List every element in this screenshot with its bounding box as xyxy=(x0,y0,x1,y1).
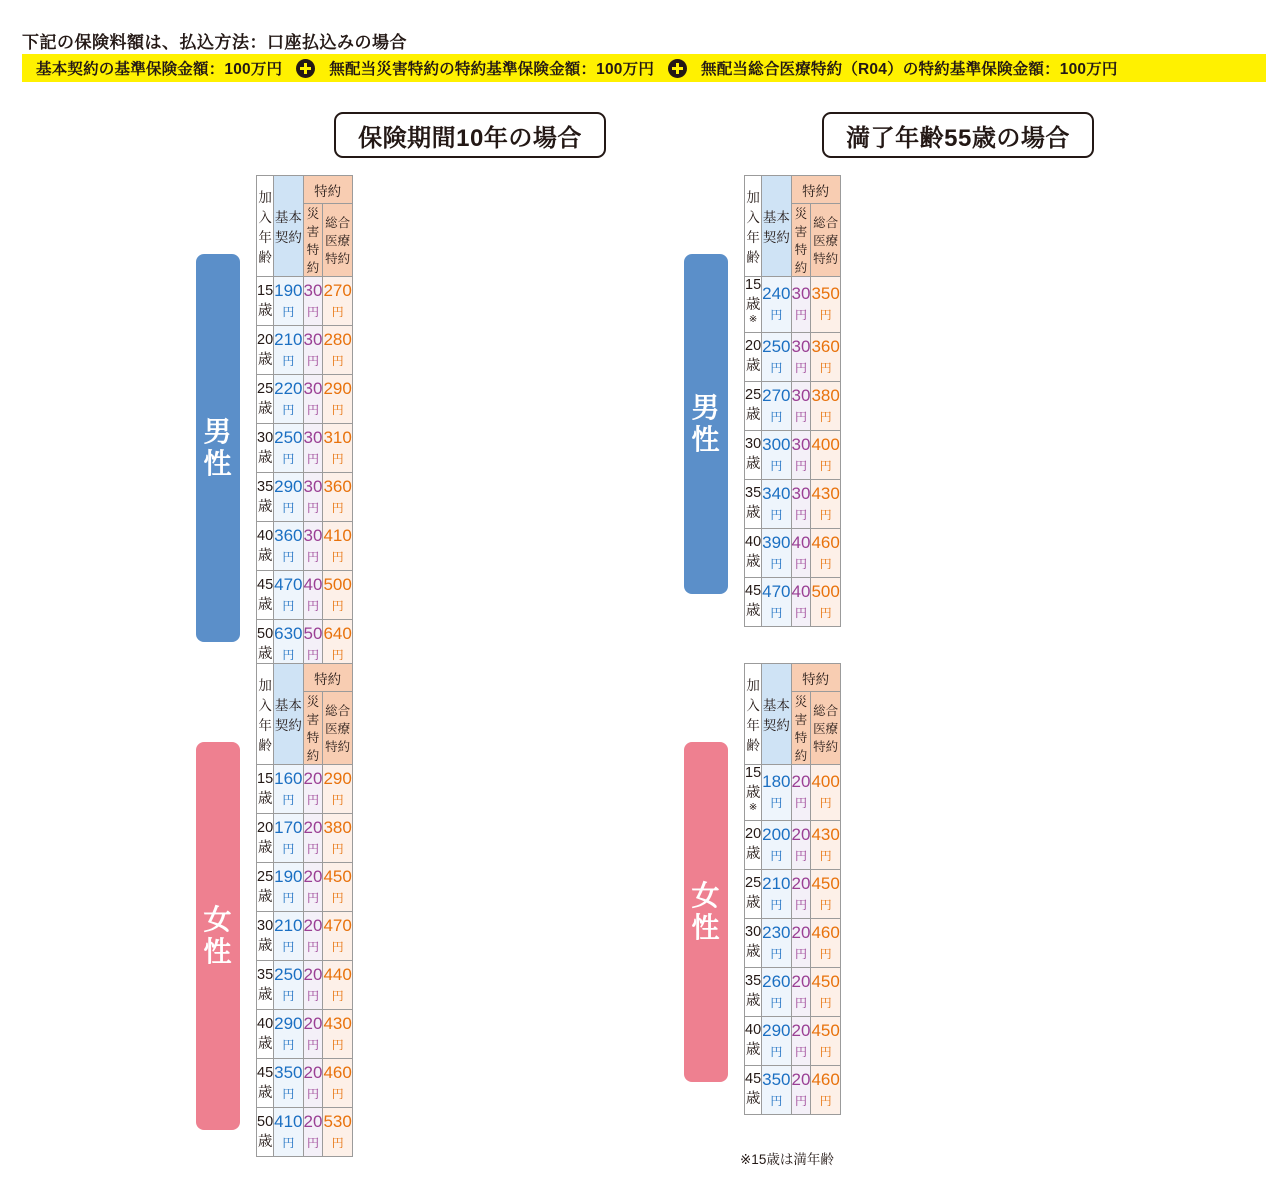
cell-disaster-premium: 20円 xyxy=(791,967,811,1016)
header-disaster-rider: 災害特約 xyxy=(791,692,811,765)
cell-base-premium: 270円 xyxy=(762,381,791,430)
cell-medical-premium: 460円 xyxy=(811,918,840,967)
cell-medical-premium: 310円 xyxy=(323,424,352,473)
cell-disaster-premium: 20円 xyxy=(303,1010,323,1059)
cell-disaster-premium: 20円 xyxy=(791,869,811,918)
cell-age: 40歳 xyxy=(257,1010,274,1059)
cell-base-premium: 290円 xyxy=(274,473,303,522)
cell-disaster-premium: 20円 xyxy=(791,918,811,967)
cell-medical-premium: 430円 xyxy=(811,479,840,528)
rate-table xyxy=(256,663,353,1157)
cell-base-premium: 210円 xyxy=(274,912,303,961)
cell-base-premium: 170円 xyxy=(274,814,303,863)
cell-disaster-premium: 20円 xyxy=(303,814,323,863)
cell-age: 45歳 xyxy=(257,571,274,620)
table-row xyxy=(745,528,841,577)
cell-medical-premium: 640円 xyxy=(323,620,352,669)
table-row xyxy=(745,479,841,528)
table-header-row xyxy=(257,176,353,204)
cell-medical-premium: 360円 xyxy=(323,473,352,522)
cell-age: 15歳※ xyxy=(745,765,762,821)
cell-age: 50歳 xyxy=(257,620,274,669)
table-row xyxy=(257,961,353,1010)
cell-disaster-premium: 50円 xyxy=(303,620,323,669)
header-disaster-rider: 災害特約 xyxy=(791,204,811,277)
cell-base-premium: 160円 xyxy=(274,765,303,814)
header-base-contract: 基本契約 xyxy=(762,176,791,277)
cell-medical-premium: 460円 xyxy=(811,1065,840,1114)
table-row xyxy=(257,326,353,375)
section-title-left: 保険期間10年の場合 xyxy=(334,112,606,158)
rate-table xyxy=(744,175,841,627)
cell-age: 25歳 xyxy=(257,375,274,424)
header-amount-band xyxy=(22,54,1266,82)
table-row xyxy=(257,620,353,669)
cell-base-premium: 360円 xyxy=(274,522,303,571)
header-medical-rider: 総合医療特約 xyxy=(323,692,352,765)
table-row xyxy=(745,381,841,430)
header-riders: 特約 xyxy=(791,176,840,204)
cell-age: 30歳 xyxy=(745,430,762,479)
cell-disaster-premium: 30円 xyxy=(303,522,323,571)
cell-base-premium: 250円 xyxy=(274,961,303,1010)
cell-medical-premium: 380円 xyxy=(323,814,352,863)
cell-disaster-premium: 20円 xyxy=(791,765,811,821)
gender-label-char: 性 xyxy=(691,424,721,455)
cell-base-premium: 300円 xyxy=(762,430,791,479)
header-riders: 特約 xyxy=(303,664,352,692)
gender-label-char: 男 xyxy=(203,415,233,447)
cell-disaster-premium: 30円 xyxy=(791,430,811,479)
cell-base-premium: 290円 xyxy=(762,1016,791,1065)
table-row xyxy=(257,765,353,814)
cell-age: 20歳 xyxy=(745,820,762,869)
table-header-row xyxy=(745,176,841,204)
table-row xyxy=(257,814,353,863)
footnote: ※15歳は満年齢 xyxy=(740,1152,834,1167)
cell-base-premium: 250円 xyxy=(762,332,791,381)
cell-disaster-premium: 20円 xyxy=(791,1065,811,1114)
cell-age: 45歳 xyxy=(745,577,762,626)
cell-disaster-premium: 20円 xyxy=(303,863,323,912)
rate-table xyxy=(256,175,353,669)
table-row xyxy=(745,430,841,479)
header-age: 加入年齢 xyxy=(745,664,762,765)
cell-medical-premium: 450円 xyxy=(323,863,352,912)
cell-base-premium: 350円 xyxy=(762,1065,791,1114)
header-base-contract: 基本契約 xyxy=(762,664,791,765)
gender-label-char: 男 xyxy=(691,391,721,423)
age-footnote-mark: ※ xyxy=(748,802,758,813)
rate-table xyxy=(744,663,841,1115)
cell-medical-premium: 380円 xyxy=(811,381,840,430)
cell-age: 20歳 xyxy=(257,814,274,863)
cell-age: 40歳 xyxy=(745,528,762,577)
cell-age: 35歳 xyxy=(745,479,762,528)
cell-disaster-premium: 30円 xyxy=(791,277,811,333)
cell-age: 50歳 xyxy=(257,1108,274,1157)
cell-medical-premium: 270円 xyxy=(323,277,352,326)
cell-age: 45歳 xyxy=(257,1059,274,1108)
cell-base-premium: 190円 xyxy=(274,277,303,326)
cell-base-premium: 470円 xyxy=(274,571,303,620)
cell-disaster-premium: 30円 xyxy=(303,473,323,522)
table-header-row xyxy=(745,664,841,692)
cell-base-premium: 630円 xyxy=(274,620,303,669)
header-disaster-rider: 災害特約 xyxy=(303,204,323,277)
table-row xyxy=(257,1010,353,1059)
table-row xyxy=(745,869,841,918)
cell-age: 15歳※ xyxy=(745,277,762,333)
cell-medical-premium: 280円 xyxy=(323,326,352,375)
cell-disaster-premium: 30円 xyxy=(791,381,811,430)
cell-base-premium: 250円 xyxy=(274,424,303,473)
cell-medical-premium: 350円 xyxy=(811,277,840,333)
table-row xyxy=(257,1108,353,1157)
cell-disaster-premium: 30円 xyxy=(303,375,323,424)
cell-base-premium: 210円 xyxy=(274,326,303,375)
cell-disaster-premium: 20円 xyxy=(303,765,323,814)
cell-disaster-premium: 30円 xyxy=(303,277,323,326)
cell-age: 20歳 xyxy=(257,326,274,375)
gender-label-char: 性 xyxy=(203,448,233,479)
table-row xyxy=(257,473,353,522)
gender-bar-female-left xyxy=(196,742,240,1130)
cell-disaster-premium: 20円 xyxy=(303,1059,323,1108)
cell-base-premium: 390円 xyxy=(762,528,791,577)
cell-medical-premium: 500円 xyxy=(323,571,352,620)
cell-medical-premium: 460円 xyxy=(323,1059,352,1108)
cell-base-premium: 210円 xyxy=(762,869,791,918)
plus-icon xyxy=(296,59,315,78)
cell-disaster-premium: 20円 xyxy=(303,1108,323,1157)
cell-base-premium: 410円 xyxy=(274,1108,303,1157)
cell-base-premium: 350円 xyxy=(274,1059,303,1108)
cell-disaster-premium: 20円 xyxy=(303,961,323,1010)
cell-age: 30歳 xyxy=(257,424,274,473)
header-note: 下記の保険料額は、払込方法：口座払込みの場合 xyxy=(22,33,407,52)
gender-label-char: 性 xyxy=(203,936,233,967)
gender-bar-male-right xyxy=(684,254,728,594)
table-row xyxy=(745,820,841,869)
table-row xyxy=(257,424,353,473)
cell-medical-premium: 450円 xyxy=(811,1016,840,1065)
table-row xyxy=(745,332,841,381)
header-riders: 特約 xyxy=(791,664,840,692)
header-age: 加入年齢 xyxy=(257,664,274,765)
header-disaster-rider: 災害特約 xyxy=(303,692,323,765)
cell-base-premium: 240円 xyxy=(762,277,791,333)
cell-base-premium: 340円 xyxy=(762,479,791,528)
cell-age: 45歳 xyxy=(745,1065,762,1114)
cell-disaster-premium: 20円 xyxy=(791,1016,811,1065)
cell-medical-premium: 410円 xyxy=(323,522,352,571)
cell-medical-premium: 430円 xyxy=(811,820,840,869)
band-text-disaster: 無配当災害特約の特約基準保険金額：100万円 xyxy=(329,61,655,78)
table-row xyxy=(257,912,353,961)
gender-label-char: 女 xyxy=(203,903,233,935)
header-base-contract: 基本契約 xyxy=(274,664,303,765)
cell-medical-premium: 430円 xyxy=(323,1010,352,1059)
header-medical-rider: 総合医療特約 xyxy=(811,692,840,765)
cell-medical-premium: 400円 xyxy=(811,430,840,479)
cell-medical-premium: 470円 xyxy=(323,912,352,961)
cell-base-premium: 220円 xyxy=(274,375,303,424)
gender-label-char: 性 xyxy=(691,912,721,943)
header-base-contract: 基本契約 xyxy=(274,176,303,277)
cell-age: 35歳 xyxy=(257,961,274,1010)
table-row xyxy=(745,765,841,821)
header-medical-rider: 総合医療特約 xyxy=(811,204,840,277)
cell-age: 30歳 xyxy=(745,918,762,967)
cell-base-premium: 190円 xyxy=(274,863,303,912)
header-riders: 特約 xyxy=(303,176,352,204)
table-row xyxy=(257,375,353,424)
table-row xyxy=(257,863,353,912)
cell-disaster-premium: 20円 xyxy=(791,820,811,869)
table-row xyxy=(745,1016,841,1065)
cell-base-premium: 470円 xyxy=(762,577,791,626)
cell-medical-premium: 400円 xyxy=(811,765,840,821)
cell-age: 30歳 xyxy=(257,912,274,961)
header-medical-rider: 総合医療特約 xyxy=(323,204,352,277)
cell-disaster-premium: 40円 xyxy=(791,577,811,626)
gender-bar-female-right xyxy=(684,742,728,1082)
plus-icon xyxy=(668,59,687,78)
cell-medical-premium: 450円 xyxy=(811,967,840,1016)
header-age: 加入年齢 xyxy=(257,176,274,277)
cell-disaster-premium: 40円 xyxy=(791,528,811,577)
cell-disaster-premium: 30円 xyxy=(791,479,811,528)
table-row xyxy=(745,577,841,626)
band-text-medical: 無配当総合医療特約（R04）の特約基準保険金額：100万円 xyxy=(701,61,1118,78)
table-row xyxy=(257,571,353,620)
cell-base-premium: 290円 xyxy=(274,1010,303,1059)
cell-age: 25歳 xyxy=(745,381,762,430)
cell-medical-premium: 530円 xyxy=(323,1108,352,1157)
gender-label-char: 女 xyxy=(691,879,721,911)
cell-age: 15歳 xyxy=(257,277,274,326)
table-row xyxy=(257,277,353,326)
cell-age: 15歳 xyxy=(257,765,274,814)
cell-age: 20歳 xyxy=(745,332,762,381)
cell-disaster-premium: 40円 xyxy=(303,571,323,620)
cell-base-premium: 230円 xyxy=(762,918,791,967)
cell-base-premium: 180円 xyxy=(762,765,791,821)
section-title-right: 満了年齢55歳の場合 xyxy=(822,112,1094,158)
cell-age: 40歳 xyxy=(257,522,274,571)
table-row xyxy=(745,1065,841,1114)
cell-age: 25歳 xyxy=(257,863,274,912)
cell-age: 35歳 xyxy=(745,967,762,1016)
cell-disaster-premium: 20円 xyxy=(303,912,323,961)
cell-age: 35歳 xyxy=(257,473,274,522)
cell-medical-premium: 290円 xyxy=(323,765,352,814)
cell-medical-premium: 360円 xyxy=(811,332,840,381)
table-row xyxy=(745,277,841,333)
cell-medical-premium: 460円 xyxy=(811,528,840,577)
cell-age: 40歳 xyxy=(745,1016,762,1065)
band-text-base: 基本契約の基準保険金額：100万円 xyxy=(36,61,283,78)
cell-medical-premium: 500円 xyxy=(811,577,840,626)
cell-medical-premium: 290円 xyxy=(323,375,352,424)
table-row xyxy=(257,522,353,571)
cell-medical-premium: 450円 xyxy=(811,869,840,918)
header-age: 加入年齢 xyxy=(745,176,762,277)
cell-base-premium: 260円 xyxy=(762,967,791,1016)
cell-base-premium: 200円 xyxy=(762,820,791,869)
age-footnote-mark: ※ xyxy=(748,314,758,325)
table-row xyxy=(257,1059,353,1108)
gender-bar-male-left xyxy=(196,254,240,642)
table-row xyxy=(745,918,841,967)
cell-disaster-premium: 30円 xyxy=(303,424,323,473)
cell-disaster-premium: 30円 xyxy=(791,332,811,381)
cell-age: 25歳 xyxy=(745,869,762,918)
table-row xyxy=(745,967,841,1016)
cell-disaster-premium: 30円 xyxy=(303,326,323,375)
cell-medical-premium: 440円 xyxy=(323,961,352,1010)
table-header-row xyxy=(257,664,353,692)
